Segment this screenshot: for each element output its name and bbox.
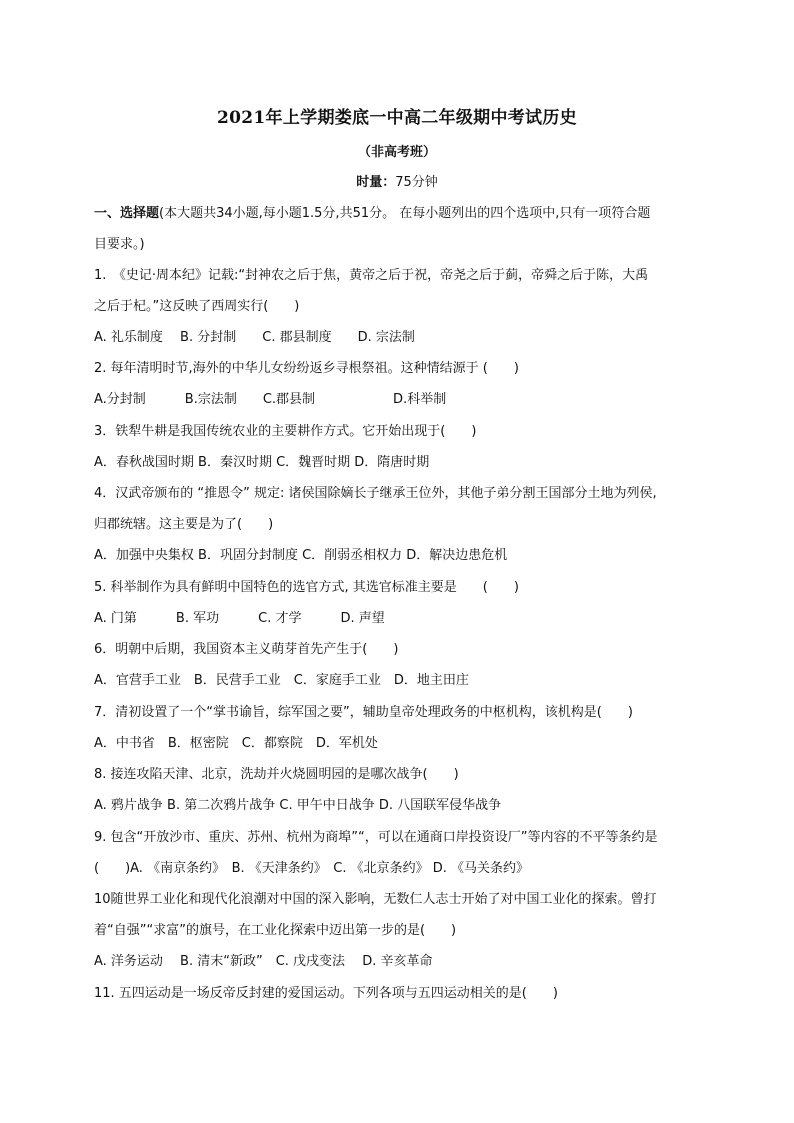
question-1-stem: 1. 《史记·周本纪》记载:“封神农之后于焦，黄帝之后于祝，帝尧之后于蓟，帝舜之后于陈，大禹	[94, 268, 649, 283]
question-10-stem-cont: 着“自强”“求富”的旗号，在工业化探索中迈出第一步的是( )	[94, 923, 457, 938]
question-5-options: A. 门第 B. 军功 C. 才学 D. 声望	[94, 611, 385, 626]
duration-label: 时量：	[356, 175, 396, 190]
question-1-options: A. 礼乐制度 B. 分封制 C. 郡县制度 D. 宗法制	[94, 330, 415, 345]
question-7-stem: 7．清初设置了一个“掌书谕旨，综军国之要”，辅助皇帝处理政务的中枢机构，该机构是( )	[94, 705, 633, 720]
question-10-options: A. 洋务运动 B. 清末“新政” C. 戊戌变法 D. 辛亥革命	[94, 954, 433, 969]
question-4-stem-cont: 归郡统辖。这主要是为了( )	[94, 517, 274, 532]
exam-subtitle: （非高考班）	[357, 145, 436, 160]
question-11-stem: 11. 五四运动是一场反帝反封建的爱国运动。下列各项与五四运动相关的是( )	[94, 986, 558, 1001]
question-10-stem: 10随世界工业化和现代化浪潮对中国的深入影响，无数仁人志士开始了对中国工业化的探索。曾打	[94, 892, 657, 907]
section-intro	[94, 204, 710, 224]
question-2-options: A.分封制 B.宗法制 C.郡县制 D.科举制	[94, 392, 447, 407]
question-6-stem: 6．明朝中后期，我国资本主义萌芽首先产生于( )	[94, 642, 399, 657]
section-heading: 一、选择题	[94, 206, 160, 221]
question-8-stem: 8. 接连攻陷天津、北京，洗劫并火烧圆明园的是哪次战争( )	[94, 767, 459, 782]
question-2-stem: 2. 每年清明时节,海外的中华儿女纷纷返乡寻根祭祖。这种情结源于 ( )	[94, 361, 519, 376]
exam-duration	[0, 171, 794, 190]
question-4-stem: 4．汉武帝颁布的 “推恩令” 规定: 诸侯国除嫡长子继承王位外，其他子弟分割王国部分土地为列侯,	[94, 486, 657, 501]
question-9-stem: 9. 包含“开放沙市、重庆、苏州、杭州为商埠”“，可以在通商口岸投资设厂”等内容的不平等条约是	[94, 830, 658, 845]
question-9-options: ( )A. 《南京条约》 B. 《天津条约》 C. 《北京条约》 D. 《马关条约》	[94, 861, 530, 876]
question-3-options: A．春秋战国时期 B．秦汉时期 C．魏晋时期 D．隋唐时期	[94, 455, 430, 470]
question-7-options: A．中书省 B．枢密院 C．都察院 D．军机处	[94, 736, 378, 751]
question-3-stem: 3．铁犁牛耕是我国传统农业的主要耕作方式。它开始出现于( )	[94, 424, 477, 439]
section-intro-cont: 目要求。)	[94, 237, 145, 252]
duration-value: 75分钟	[395, 175, 438, 190]
section-intro-text: (本大题共34小题,每小题1.5分,共51分。 在每小题列出的四个选项中,只有一项符合题	[159, 206, 651, 221]
question-1-stem-cont: 之后于杞。”这反映了西周实行( )	[94, 299, 300, 314]
question-8-options: A. 鸦片战争 B. 第二次鸦片战争 C. 甲午中日战争 D. 八国联军侵华战争	[94, 798, 502, 813]
exam-title: 2021年上学期娄底一中高二年级期中考试历史	[217, 108, 577, 128]
question-6-options: A．官营手工业 B．民营手工业 C．家庭手工业 D．地主田庄	[94, 673, 469, 688]
question-5-stem: 5. 科举制作为具有鲜明中国特色的选官方式, 其选官标准主要是 ( )	[94, 580, 519, 595]
question-4-options: A．加强中央集权 B．巩固分封制度 C．削弱丞相权力 D．解决边患危机	[94, 548, 508, 563]
